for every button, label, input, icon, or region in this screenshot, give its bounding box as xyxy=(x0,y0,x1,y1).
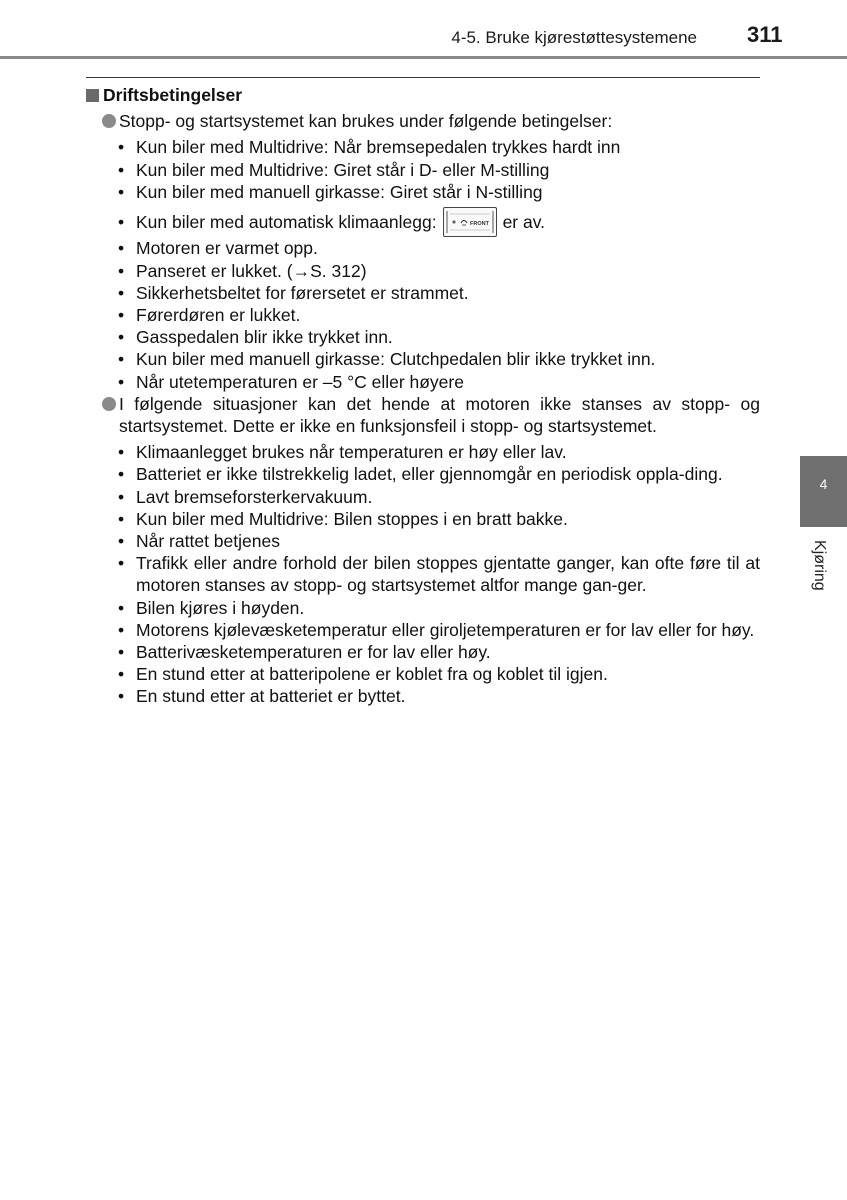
exceptions-paragraph-text: I følgende situasjoner kan det hende at motoren ikke stanses av stopp- og startsystemet. Dette er ikke en funksjonsfeil i stopp- og startsystemet. xyxy=(119,393,760,437)
list-item: • Lavt bremseforsterkervakuum. xyxy=(118,486,373,507)
list-item: • Når utetemperaturen er –5 °C eller høyere xyxy=(118,371,464,392)
conditions-list xyxy=(86,136,760,392)
front-button-label: FRONT xyxy=(469,221,489,228)
circle-bullet-icon xyxy=(102,397,116,411)
page-content xyxy=(86,84,760,708)
chapter-number: 4 xyxy=(819,476,828,492)
list-item: • Kun biler med Multidrive: Bilen stoppes i en bratt bakke. xyxy=(118,508,568,529)
section-rule xyxy=(86,77,760,78)
list-item: • Trafikk eller andre forhold der bilen stoppes gjentatte ganger, kan ofte føre til at motoren stanses av stopp- og startsystemet altfor mange gan-ger. xyxy=(118,553,760,596)
list-item: • Batterivæsketemperaturen er for lav eller høy. xyxy=(118,642,491,663)
header-rule xyxy=(0,56,847,59)
page-number: 311 xyxy=(747,22,783,47)
list-item-climate: • Kun biler med automatisk klimaanlegg: FRONT er av. xyxy=(118,211,760,233)
list-item: • Kun biler med Multidrive: Når bremsepedalen trykkes hardt inn xyxy=(118,137,621,158)
chapter-tab xyxy=(800,456,847,527)
list-item: • Førerdøren er lukket. xyxy=(118,305,301,325)
front-defroster-button-icon xyxy=(443,207,497,237)
section-heading xyxy=(86,84,760,106)
list-item: • Gasspedalen blir ikke trykket inn. xyxy=(118,327,393,348)
list-item: • Sikkerhetsbeltet for førersetet er strammet. xyxy=(118,282,469,303)
climate-item-after: er av. xyxy=(502,212,546,233)
list-item: • Batteriet er ikke tilstrekkelig ladet, eller gjennomgår en periodisk oppla-ding. xyxy=(118,464,723,485)
conditions-paragraph-text: Stopp- og startsystemet kan brukes under følgende betingelser: xyxy=(119,111,613,132)
list-item: • Motoren er varmet opp. xyxy=(118,238,318,259)
list-item: • En stund etter at batteriet er byttet. xyxy=(118,686,406,707)
climate-item-before: Kun biler med automatisk klimaanlegg: xyxy=(136,212,437,233)
exceptions-paragraph xyxy=(102,393,760,437)
list-item: • En stund etter at batteripolene er koblet fra og koblet til igjen. xyxy=(118,664,608,685)
list-item: • Når rattet betjenes xyxy=(118,531,280,552)
section-heading-text: Driftsbetingelser xyxy=(103,85,243,105)
circle-bullet-icon xyxy=(102,114,116,128)
exceptions-list xyxy=(86,441,760,707)
list-item: • Kun biler med Multidrive: Giret står i D- eller M-stilling xyxy=(118,159,550,180)
list-item: • Panseret er lukket. (→S. 312) xyxy=(118,260,367,281)
list-item: • Motorens kjølevæsketemperatur eller giroljetemperaturen er for lav eller for høy. xyxy=(118,619,755,640)
square-bullet-icon xyxy=(86,89,99,102)
conditions-paragraph xyxy=(102,110,760,132)
section-header-title: 4-5. Bruke kjørestøttesystemene xyxy=(451,28,697,47)
list-item: • Kun biler med manuell girkasse: Giret står i N-stilling xyxy=(118,181,543,202)
list-item: • Bilen kjøres i høyden. xyxy=(118,597,305,618)
list-item: • Kun biler med manuell girkasse: Clutchpedalen blir ikke trykket inn. xyxy=(118,349,656,370)
chapter-label: Kjøring xyxy=(811,540,828,591)
list-item: • Klimaanlegget brukes når temperaturen er høy eller lav. xyxy=(118,442,567,463)
